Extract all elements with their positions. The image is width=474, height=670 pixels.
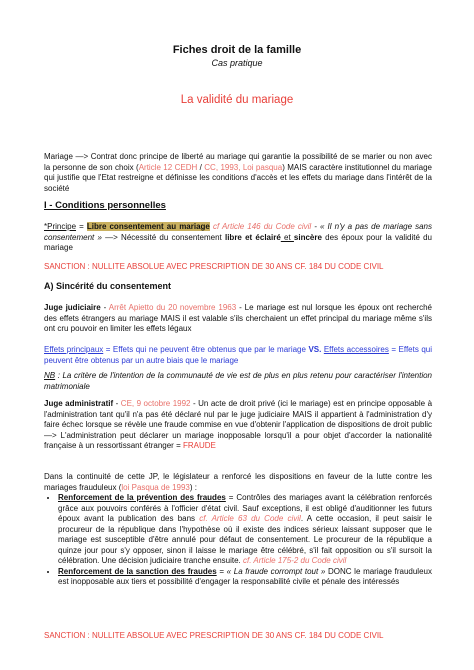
topic-title: La validité du mariage <box>180 94 294 106</box>
jp-ref: loi Pasqua de 1993 <box>121 482 190 492</box>
ja-text: - Un acte de droit privé (ici le mariage) est en principe opposable à l'administration tant qu'il n'a pas été déclaré nul par le juge judiciaire MAIS il appartient à l'administration d'y faire échec lorsque se révèle une fraude commise en vue d'obtenir l'application de dispositions de droit public —> L'administration peut déclarer un mariage inopposable lorsqu'il a pour objet d'accorder la nationalité française à un ressortissant étranger = <box>44 399 433 450</box>
juge-administratif-paragraph <box>44 399 432 452</box>
principe-libre: libre et éclairé <box>224 232 281 242</box>
intro-text-2: ) MAIS caractère institutionnel du mariage qui justifie que l'Etat restreigne et définisse les conditions d'accès et les effets du mariage dans l'intérêt de la société <box>44 162 432 193</box>
fraud-list <box>44 493 432 588</box>
jj-ref: Arrêt Apietto du 20 novembre 1963 <box>108 303 237 312</box>
prevention-label: Renforcement de la prévention des fraudes <box>58 493 226 502</box>
juge-judiciaire-label: Juge judiciaire <box>44 303 101 312</box>
juge-judiciaire-paragraph <box>44 303 432 335</box>
jp-end: ) : <box>189 482 197 492</box>
prevention-sep: = <box>225 493 237 502</box>
jj-dash: - <box>100 303 109 312</box>
principe-quote: - « Il n'y a pas de mariage sans consentement » <box>44 222 433 242</box>
sanction-fraude-sep: = <box>216 566 227 576</box>
intro-paragraph <box>44 152 432 194</box>
intro-ref-cedh: Article 12 CEDH <box>138 162 198 172</box>
juge-administratif-label: Juge administratif <box>44 399 114 408</box>
sanction-fraude-text: DONC le mariage frauduleux est inopposable aux tiers et possibilité d'engager la responsabilité civile et pénale des intéressés <box>58 566 432 586</box>
principe-et: et <box>280 232 294 242</box>
effets-principaux-text: = Effets qui ne peuvent être obtenus que par le mariage <box>103 345 306 354</box>
intro-ref-cc: CC, 1993, Loi pasqua <box>204 162 283 172</box>
jp-intro <box>44 472 432 493</box>
sanction-fraude-quote: « La fraude corrompt tout » <box>226 566 326 576</box>
principe-sep: = <box>76 222 87 231</box>
prevention-ref-2: cf. Article 175-2 du Code civil <box>243 556 347 565</box>
subsection-heading-sincerite: A) Sincérité du consentement <box>44 281 172 291</box>
jp-block <box>44 472 432 588</box>
principe-highlight: Libre consentement au mariage <box>86 222 210 231</box>
intro-text-1: Mariage —> Contrat donc principe de liberté au mariage qui garantie la possibilité de se marier ou non avec la personne de son choix ( <box>44 152 432 172</box>
nb-paragraph <box>44 371 432 392</box>
principe-text-2: des époux pour la validité du mariage <box>44 232 433 252</box>
effets-paragraph <box>44 345 432 366</box>
page-title: Fiches droit de la famille <box>172 44 302 56</box>
intro-separator: / <box>197 162 205 172</box>
principe-paragraph <box>44 222 432 254</box>
prevention-ref: cf. Article 63 du Code civil <box>199 514 301 523</box>
list-item <box>58 493 432 567</box>
section-heading-conditions: I - Conditions personnelles <box>44 200 166 211</box>
prevention-text-2: . A cette occasion, il peut saisir le procureur de la république dans l'hypothèse où il existe des indices sérieux laissant supposer que le mariage est susceptible d'être annulé pour défaut de consentement. Le procureur de la république a quinze jour pour s'y opposer, sinon il laisse le mariage être célébré, s'il fait opposition ou s'il sursoit la célébration. Une décision judiciaire tranche ensuite. <box>58 514 432 565</box>
principe-label: *Principe <box>44 222 77 231</box>
jj-text: - Le mariage est nul lorsque les époux ont recherché des effets étrangers au mariage MAIS il est valable s'ils cherchaient un effet principal du mariage même s'ils ont cru pouvoir en limiter les effets légaux <box>44 303 432 333</box>
nb-label: NB <box>44 371 56 380</box>
principe-sincere: sincère <box>293 232 322 242</box>
vs-label: VS. <box>305 345 324 354</box>
ja-ref: CE, 9 octobre 1992 <box>120 399 191 408</box>
principe-text-1: —> Nécessité du consentement <box>105 232 225 242</box>
sanction-2: SANCTION : NULLITE ABSOLUE AVEC PRESCRIPTION DE 30 ANS CF. 184 DU CODE CIVIL <box>44 631 384 640</box>
sanction-1: SANCTION : NULLITE ABSOLUE AVEC PRESCRIPTION DE 30 ANS CF. 184 DU CODE CIVIL <box>44 262 384 271</box>
effets-accessoires-label: Effets accessoires <box>323 345 389 354</box>
principe-ref: cf Article 146 du Code civil <box>209 222 312 231</box>
prevention-text-1: Contrôles des mariages avant la célébration renforcés grâce aux pouvoirs conférés à l'officier d'état civil. Sauf exceptions, il est obligé d'auditionner les futurs époux avant la publication des bans <box>58 493 432 523</box>
ja-fraude: FRAUDE <box>182 441 216 450</box>
page-subtitle: Cas pratique <box>211 58 263 68</box>
sanction-fraude-label: Renforcement de la sanction des fraudes <box>58 566 217 576</box>
effets-principaux-label: Effets principaux <box>44 345 104 354</box>
nb-text: : La critère de l'intention de la communauté de vie est de plus en plus retenu pour caractériser l'intention matrimoniale <box>44 371 432 391</box>
jp-text: Dans la continuité de cette JP, le législateur a renforcé les dispositions en faveur de la lutte contre les mariages frauduleux ( <box>44 472 432 492</box>
effets-accessoires-text: = Effets qui peuvent être obtenus par un autre biais que le mariage <box>44 345 432 365</box>
ja-dash: - <box>113 399 121 408</box>
list-item <box>58 567 432 588</box>
